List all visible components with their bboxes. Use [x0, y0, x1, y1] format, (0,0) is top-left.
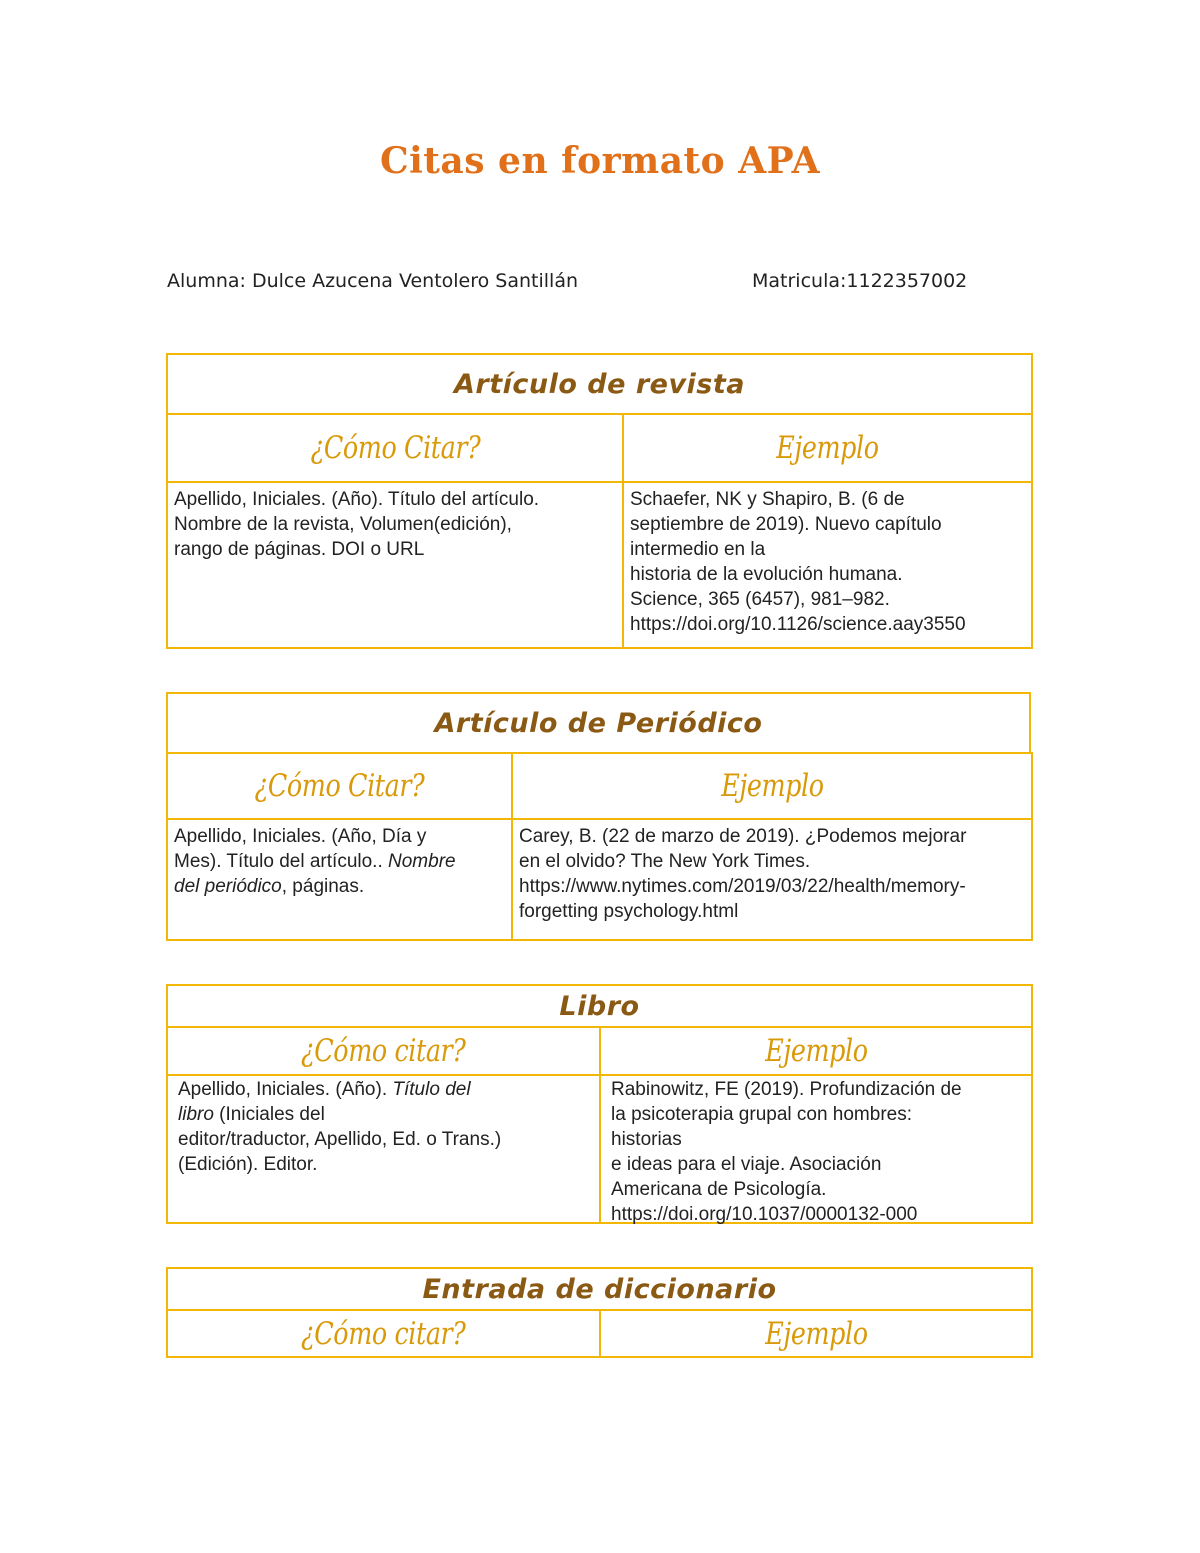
example-label: Ejemplo	[720, 768, 824, 804]
journal-article-table	[166, 353, 1033, 649]
how-to-cite-text-part: Apellido, Iniciales. (Año).	[178, 1079, 393, 1100]
how-to-cite-cell	[166, 1074, 601, 1224]
example-label: Ejemplo	[776, 430, 879, 466]
how-to-cite-header	[166, 752, 513, 820]
example-cell	[622, 481, 1033, 649]
how-to-cite-cell	[166, 481, 624, 649]
how-to-cite-header	[166, 1026, 601, 1076]
how-to-cite-label: ¿Cómo citar?	[301, 1033, 466, 1069]
how-to-cite-label: ¿Cómo citar?	[301, 1315, 466, 1352]
how-to-cite-header	[166, 1309, 601, 1358]
example-text: Schaefer, NK y Shapiro, B. (6 de septiembre de 2019). Nuevo capítulo intermedio en la historia de la evolución humana. Science, 365 (6457), 981–982. https://doi.org/10.1126/science.aay3550	[630, 489, 966, 635]
page-title: Citas en formato APA	[379, 140, 821, 182]
example-label: Ejemplo	[764, 1033, 868, 1069]
how-to-cite-text: Apellido, Iniciales. (Año). Título del artículo. Nombre de la revista, Volumen(edición), rango de páginas. DOI o URL	[174, 489, 540, 560]
how-to-cite-label: ¿Cómo Citar?	[310, 430, 480, 466]
table-heading	[166, 353, 1033, 415]
how-to-cite-text-part: (Iniciales del editor/traductor, Apellido, Ed. o Trans.) (Edición). Editor.	[178, 1104, 502, 1175]
table-heading	[166, 692, 1031, 754]
table-heading-text: Libro	[559, 990, 640, 1022]
table-heading	[166, 984, 1033, 1028]
example-label: Ejemplo	[764, 1315, 868, 1352]
how-to-cite-text	[168, 820, 511, 899]
example-header	[599, 1309, 1033, 1358]
how-to-cite-label: ¿Cómo Citar?	[254, 768, 425, 804]
how-to-cite-header	[166, 413, 624, 483]
newspaper-article-table	[166, 692, 1033, 941]
example-cell	[599, 1074, 1033, 1224]
example-text: Rabinowitz, FE (2019). Profundización de la psicoterapia grupal con hombres: historias e ideas para el viaje. Asociación Americana de Psicología. https://doi.org/10.1037/0000132-000	[611, 1079, 962, 1225]
student-id: Matricula:1122357002	[752, 270, 968, 292]
book-table	[166, 984, 1033, 1224]
dictionary-entry-table	[166, 1267, 1033, 1358]
table-heading-text: Artículo de revista	[453, 368, 746, 400]
how-to-cite-text-italic: Nombre del periódico	[174, 851, 456, 897]
table-heading-text: Entrada de diccionario	[422, 1273, 777, 1305]
example-header	[622, 413, 1033, 483]
table-heading-text: Artículo de Periódico	[434, 707, 763, 739]
example-header	[599, 1026, 1033, 1076]
example-text: Carey, B. (22 de marzo de 2019). ¿Podemos mejorar en el olvido? The New York Times. https://www.nytimes.com/2019/03/22/health/memory- forgetting psychology.html	[519, 826, 967, 922]
table-heading	[166, 1267, 1033, 1311]
how-to-cite-text-part: , páginas.	[281, 876, 365, 897]
how-to-cite-text-italic: Título del libro	[178, 1079, 471, 1125]
how-to-cite-cell	[166, 818, 513, 941]
student-name: Alumna: Dulce Azucena Ventolero Santillán	[167, 270, 579, 292]
example-header	[511, 752, 1033, 820]
how-to-cite-text-part: Apellido, Iniciales. (Año, Día y Mes). Título del artículo..	[174, 826, 427, 872]
how-to-cite-text	[168, 1076, 599, 1177]
example-cell	[511, 818, 1033, 941]
